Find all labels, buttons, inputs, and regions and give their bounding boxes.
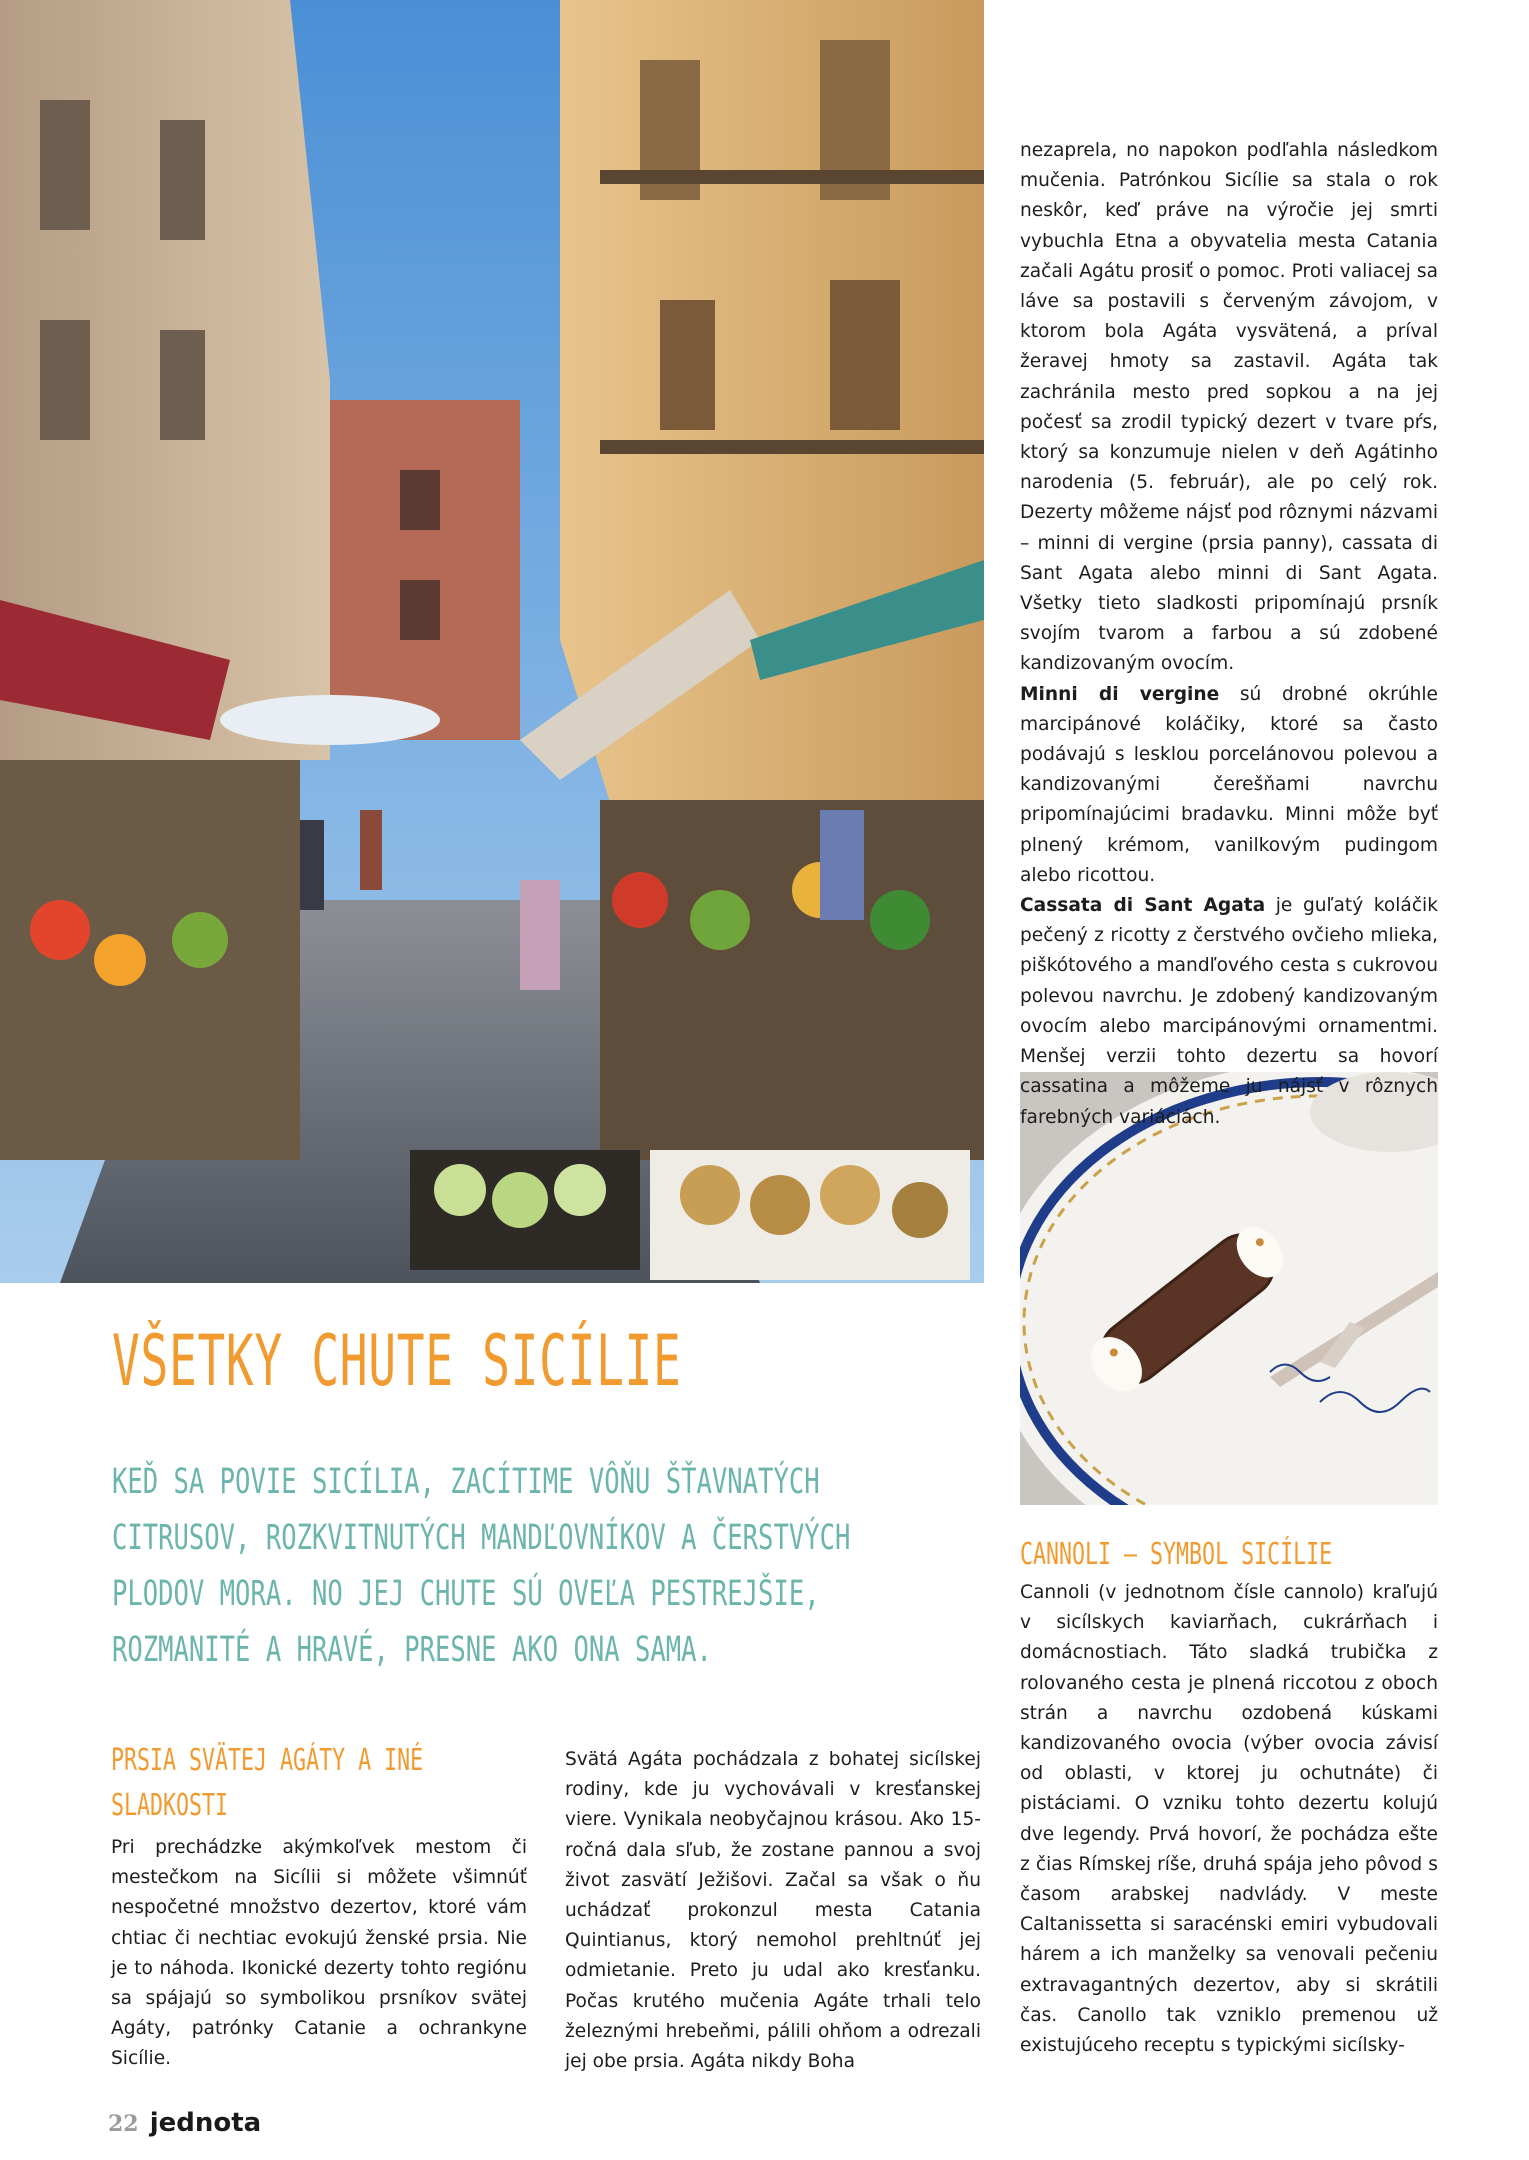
article-headline: VŠETKY CHUTE SICÍLIE [112, 1320, 682, 1402]
minni-description: sú drobné okrúhle marcipánové koláčiky, ktoré sa často podávajú s lesklou porcelánovou polevou a kandizovanými čerešňami navrchu pripomínajúcimi bradavku. Minni môže byť plnený krémom, vanilkovým pudingom alebo ricottou. [1020, 683, 1438, 886]
paragraph-cassata [1020, 891, 1438, 1133]
cannoli-photo [1020, 1072, 1438, 1505]
section-heading-line: CANNOLI – SYMBOL SICÍLIE [1020, 1537, 1333, 1572]
lead-line: CITRUSOV, ROZKVITNUTÝCH MANDĽOVNÍKOV A ČERSTVÝCH [112, 1518, 851, 1558]
paragraph-intro: Pri prechádzke akýmkoľvek mestom či mestečkom na Sicílii si môžete všimnúť nespočetné množstvo dezertov, ktoré vám chtiac či nechtiac evokujú ženské prsia. Nie je to náhoda. Ikonické dezerty tohto regiónu sa spájajú so symbolikou prsníkov svätej Agáty, patrónky Catanie a ochrankyne Sicílie. [111, 1837, 527, 2070]
magazine-name: jednota [149, 2108, 262, 2138]
term-minni-di-vergine: Minni di vergine [1020, 683, 1220, 705]
page-footer [108, 2108, 261, 2138]
right-column-bottom [1020, 1578, 1438, 2061]
middle-column [565, 1745, 981, 2077]
paragraph-agata-continued: nezaprela, no napokon podľahla následkom mučenia. Patrónkou Sicílie sa stala o rok neskôr, keď práve na výročie jej smrti vybuchla Etna a obyvatelia mesta Catania začali Agátu prosiť o pomoc. Proti valiacej sa láve sa postavili s červeným závojom, v ktorom bola Agáta vysvätená, a príval žeravej hmoty sa zastavil. Agáta tak zachránila mesto pred sopkou a na jej počesť sa zrodil typický dezert v tvare pŕs, ktorý sa konzumuje nielen v deň Agátinho narodenia (5. február), ale po celý rok. Dezerty môžeme nájsť pod rôznymi názvami – minni di vergine (prsia panny), cassata di Sant Agata alebo minni di Sant Agata. Všetky tieto sladkosti pripomínajú prsník svojím tvarom a farbou a sú zdobené kandizovaným ovocím. [1020, 140, 1438, 675]
section-heading-line: PRSIA SVÄTEJ AGÁTY A INÉ [111, 1743, 424, 1778]
paragraph-cannoli: Cannoli (v jednotnom čísle cannolo) kraľujú v sicílskych kaviarňach, cukrárňach i domácnostiach. Táto sladká trubička z rolovaného cesta je plnená riccotou z oboch strán a navrchu ozdobená kúskami kandizovaného ovocia (výber ovocia závisí od oblasti, v ktorej ju ochutnáte) či pistáciami. O vzniku tohto dezertu kolujú dve legendy. Prvá hovorí, že pochádza ešte z čias Rímskej ríše, druhá spája jeho pôvod s časom arabskej nadvlády. V meste Caltanissetta si saracénski emiri vybudovali hárem a ich manželky sa venovali pečeniu extravagantných dezertov, aby si skrátili čas. Canollo tak vzniklo premenou už existujúceho receptu s typickými sicílsky- [1020, 1582, 1438, 2057]
section-heading-cannoli [1020, 1532, 1438, 1577]
article-lead [112, 1454, 992, 1678]
market-street-photo [0, 0, 984, 1283]
paragraph-agata-story: Svätá Agáta pochádzala z bohatej sicílskej rodiny, kde ju vychovávali v kresťanskej viere. Vynikala neobyčajnou krásou. Ako 15-ročná dala sľub, že zostane pannou a svoj život zasvätí Ježišovi. Začal sa však o ňu uchádzať prokonzul mesta Catania Quintianus, ktorý nemohol prehltnúť jej odmietanie. Preto ju udal ako kresťanku. Počas krutého mučenia Agáte trhali telo železnými hrebeňmi, pálili ohňom a odrezali jej obe prsia. Agáta nikdy Boha [565, 1749, 981, 2073]
section-heading-agata [111, 1738, 527, 1828]
paragraph-minni [1020, 680, 1438, 891]
lead-line: PLODOV MORA. NO JEJ CHUTE SÚ OVEĽA PESTREJŠIE, [112, 1574, 820, 1614]
right-column-top [1020, 136, 1438, 1133]
left-column [111, 1833, 527, 2075]
section-heading-line: SLADKOSTI [111, 1788, 229, 1823]
page-number: 22 [108, 2111, 139, 2137]
lead-line: ROZMANITÉ A HRAVÉ, PRESNE AKO ONA SAMA. [112, 1630, 712, 1670]
cassata-description: je guľatý koláčik pečený z ricotty z čerstvého ovčieho mlieka, piškótového a mandľového cesta s cukrovou polevou navrchu. Je zdobený kandizovaným ovocím alebo marcipánovými ornamentmi. Menšej verzii tohto dezertu sa hovorí cassatina a môžeme ju nájsť v rôznych farebných variáciách. [1020, 895, 1438, 1128]
term-cassata-di-sant-agata: Cassata di Sant Agata [1020, 895, 1266, 917]
lead-line: KEĎ SA POVIE SICÍLIA, ZACÍTIME VÔŇU ŠŤAVNATÝCH [112, 1462, 820, 1502]
